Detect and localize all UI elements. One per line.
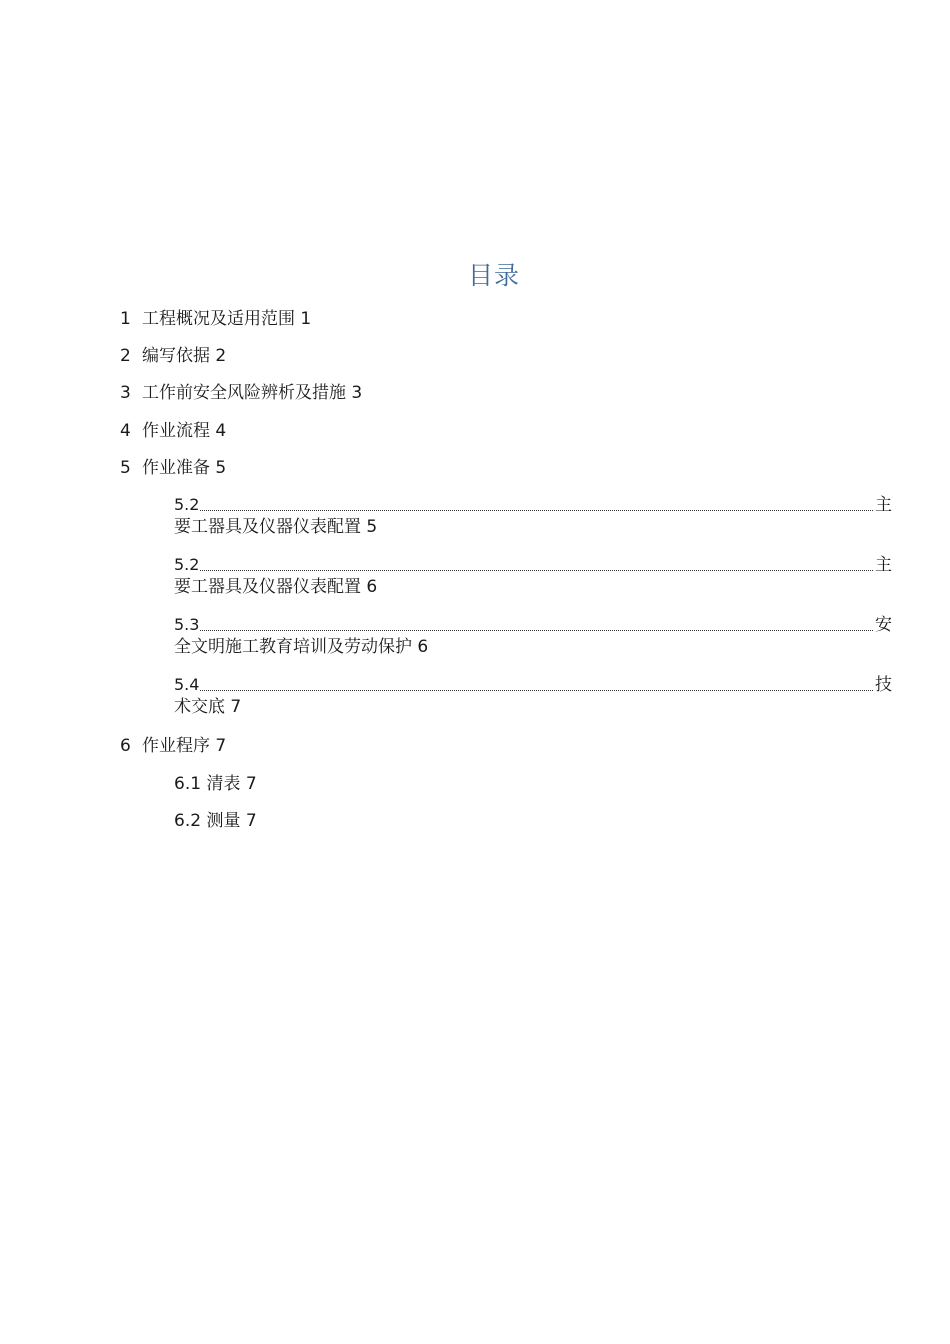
- toc-entry-number: 1: [120, 309, 131, 329]
- toc-subentry-head: 技: [875, 675, 892, 695]
- toc-entry-1[interactable]: [120, 308, 311, 330]
- toc-entry-6[interactable]: [120, 735, 226, 757]
- toc-entry-4[interactable]: [120, 420, 226, 442]
- toc-entry-text: 工作前安全风险辨析及措施 3: [142, 383, 363, 403]
- toc-entry-number: 5: [120, 458, 131, 478]
- toc-entry-text: 作业程序 7: [142, 736, 227, 756]
- toc-subentry-6-2[interactable]: 6.2 测量 7: [174, 811, 257, 831]
- toc-entry-3[interactable]: [120, 382, 362, 404]
- toc-entry-number: 3: [120, 383, 131, 403]
- toc-entry-number: 4: [120, 421, 131, 441]
- toc-subentry-head: 安: [875, 615, 892, 635]
- toc-subentry-5-4[interactable]: [174, 674, 892, 718]
- toc-subentry-text: 要工器具及仪器仪表配置 5: [174, 517, 378, 537]
- toc-subentry-number: 5.4: [174, 675, 200, 694]
- toc-entry-2[interactable]: [120, 345, 226, 367]
- toc-entry-text: 作业准备 5: [142, 458, 227, 478]
- toc-subentry-text: 术交底 7: [174, 697, 242, 717]
- toc-entry-text: 工程概况及适用范围 1: [142, 309, 312, 329]
- toc-subentry-head: 主: [875, 555, 892, 575]
- toc-entry-number: 2: [120, 346, 131, 366]
- toc-subentry-number: 5.2: [174, 495, 200, 514]
- toc-subentry-5-3[interactable]: [174, 614, 892, 658]
- toc-entry-text: 编写依据 2: [142, 346, 227, 366]
- toc-subentry-text: 全文明施工教育培训及劳动保护 6: [174, 637, 429, 657]
- toc-title: 目录: [467, 261, 520, 290]
- toc-subentry-5-2b[interactable]: [174, 554, 892, 598]
- dot-leader: [200, 570, 873, 571]
- toc-subentry-head: 主: [875, 495, 892, 515]
- toc-subentry-number: 5.3: [174, 615, 200, 634]
- toc-entry-5[interactable]: [120, 457, 226, 479]
- toc-entry-text: 作业流程 4: [142, 421, 227, 441]
- toc-subentry-text: 要工器具及仪器仪表配置 6: [174, 577, 378, 597]
- dot-leader: [200, 510, 873, 511]
- toc-subentry-number: 5.2: [174, 555, 200, 574]
- dot-leader: [200, 690, 873, 691]
- dot-leader: [200, 630, 873, 631]
- toc-subentry-5-2a[interactable]: [174, 494, 892, 538]
- toc-subentry-6-1[interactable]: 6.1 清表 7: [174, 774, 257, 794]
- toc-entry-number: 6: [120, 736, 131, 756]
